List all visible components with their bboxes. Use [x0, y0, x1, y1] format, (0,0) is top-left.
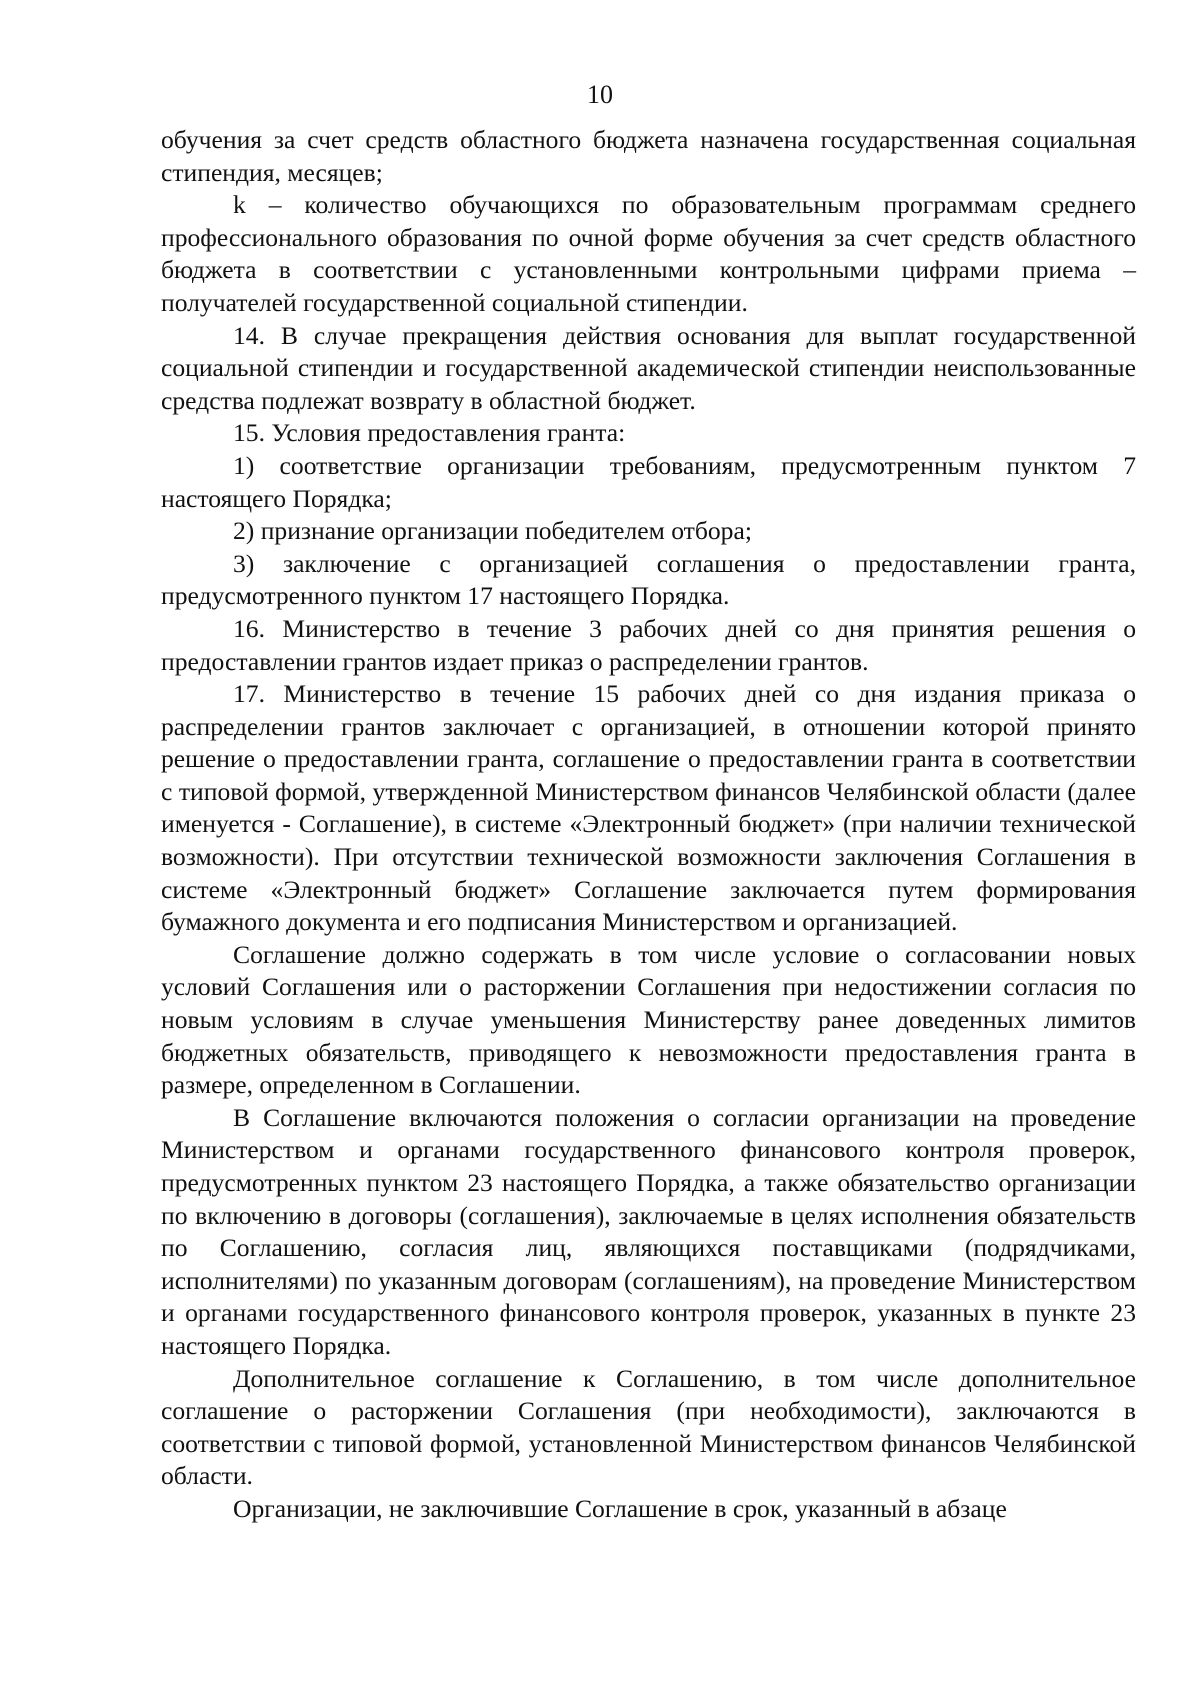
paragraph-15-item-1: 1) соответствие организации требованиям, предусмотренным пунктом 7 настоящего Порядка;: [161, 450, 1136, 513]
paragraph-continuation: обучения за счет средств областного бюджета назначена государственная социальная стипендия, месяцев;: [161, 125, 1136, 187]
paragraph-15-item-3: 3) заключение с организацией соглашения о предоставлении гранта, предусмотренного пунктом 17 настоящего Порядка.: [161, 548, 1136, 611]
paragraph-organizations-not-concluded: Организации, не заключившие Соглашение в срок, указанный в абзаце: [233, 1493, 1007, 1523]
document-body: [161, 124, 1136, 1526]
paragraph-17: 17. Министерство в течение 15 рабочих дней со дня издания приказа о распределении грантов заключает с организацией, в отношении которой принято решение о предоставлении гранта, соглашение о предоставлении гранта в соответствии с типовой формой, утвержденной Министерством финансов Челябинской области (далее именуется - Соглашение), в системе «Электронный бюджет» (при наличии технической возможности). При отсутствии технической возможности заключения Соглашения в системе «Электронный бюджет» Соглашение заключается путем формирования бумажного документа и его подписания Министерством и организацией.: [161, 679, 1136, 937]
paragraph-additional-agreement: Дополнительное соглашение к Соглашению, в том числе дополнительное соглашение о расторжении Соглашения (при необходимости), заключаются в соответствии с типовой формой, установленной Министерством финансов Челябинской области.: [161, 1363, 1136, 1491]
paragraph-16: 16. Министерство в течение 3 рабочих дней со дня принятия решения о предоставлении грантов издает приказ о распределении грантов.: [161, 613, 1136, 676]
paragraph-agreement-provisions: В Соглашение включаются положения о согласии организации на проведение Министерством и органами государственного финансового контроля проверок, предусмотренных пунктом 23 настоящего Порядка, а также обязательство организации по включению в договоры (соглашения), заключаемые в целях исполнения обязательств по Соглашению, согласия лиц, являющихся поставщиками (подрядчиками, исполнителями) по указанным договорам (соглашениям), на проведение Министерством и органами государственного финансового контроля проверок, указанных в пункте 23 настоящего Порядка.: [161, 1102, 1136, 1360]
paragraph-agreement-conditions: Соглашение должно содержать в том числе условие о согласовании новых условий Соглашения или о расторжении Соглашения при недостижении согласия по новым условиям в случае уменьшения Министерству ранее доведенных лимитов бюджетных обязательств, приводящего к невозможности предоставления гранта в размере, определенном в Соглашении.: [161, 939, 1136, 1100]
paragraph-15: 15. Условия предоставления гранта:: [233, 418, 626, 448]
paragraph-14: 14. В случае прекращения действия основания для выплат государственной социальной стипендии и государственной академической стипендии неиспользованные средства подлежат возврату в областной бюджет.: [161, 320, 1136, 415]
paragraph-k-definition: k – количество обучающихся по образовательным программам среднего профессионального образования по очной форме обучения за счет средств областного бюджета в соответствии с установленными контрольными цифрами приема – получателей государственной социальной стипендии.: [161, 190, 1136, 317]
page-number: 10: [587, 80, 613, 109]
paragraph-15-item-2: 2) признание организации победителем отбора;: [233, 516, 752, 546]
